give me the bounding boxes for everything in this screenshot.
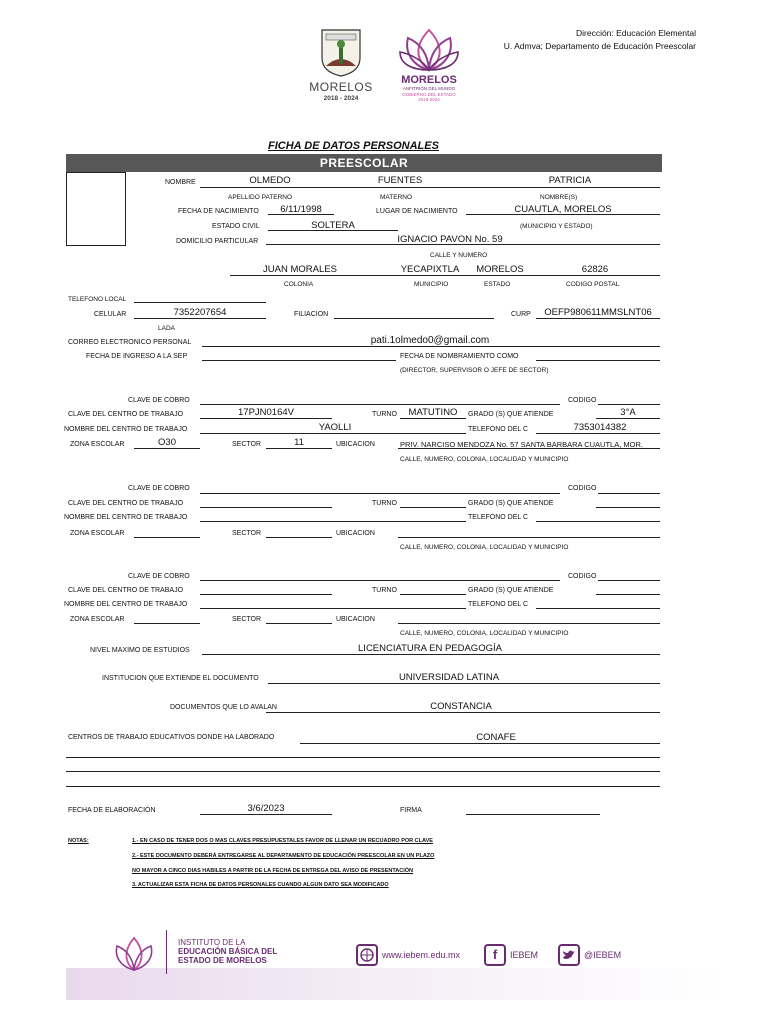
grado-line-3	[596, 594, 660, 595]
clave-ct-label-1: CLAVE DEL CENTRO DE TRABAJO	[68, 411, 184, 418]
nombre-label: NOMBRE	[165, 179, 196, 186]
nombre-ct-label-1: NOMBRE DEL CENTRO DE TRABAJO	[64, 426, 188, 433]
clave-ct-label-3: CLAVE DEL CENTRO DE TRABAJO	[68, 587, 184, 594]
grado-label-1: GRADO (S) QUE ATIENDE	[468, 411, 554, 418]
zona-label-1: ZONA ESCOLAR	[70, 441, 125, 448]
nombre-line	[200, 187, 660, 188]
note-2: 2.- ESTE DOCUMENTO DEBERÁ ENTREGARSE AL DEPARTAMENTO DE EDUCACIÓN PREESCOLAR EN UN PLAZO	[132, 853, 435, 859]
clave-cobro-line-3	[200, 580, 560, 581]
fecha-nombramiento-label: FECHA DE NOMBRAMIENTO COMO	[400, 353, 519, 360]
sector-line-2	[266, 537, 332, 538]
estado-civil-label: ESTADO CIVIL	[212, 223, 260, 230]
estado-civil-value[interactable]: SOLTERA	[311, 220, 355, 231]
estado-value[interactable]: MORELOS	[476, 264, 524, 275]
turno-value-1[interactable]: MATUTINO	[408, 407, 458, 418]
turno-line-2	[400, 507, 466, 508]
centros-label: CENTROS DE TRABAJO EDUCATIVOS DONDE HA LABORADO	[68, 734, 275, 741]
codigo-label-3: CODIGO	[568, 573, 597, 580]
curp-value[interactable]: OEFP980611MMSLNT06	[544, 307, 652, 318]
sector-line-1	[266, 448, 332, 449]
filiacion-line	[334, 318, 494, 319]
clave-ct-label-2: CLAVE DEL CENTRO DE TRABAJO	[68, 500, 184, 507]
fecha-nacimiento-value[interactable]: 6/11/1998	[280, 204, 322, 215]
state-seal-logo	[318, 26, 364, 78]
sector-label-2: SECTOR	[232, 530, 262, 537]
calle-full-label-3: CALLE, NUMERO, COLONIA, LOCALIDAD Y MUNICIPIO	[400, 630, 569, 637]
footer-divider	[166, 930, 167, 974]
domicilio-label: DOMICILIO PARTICULAR	[176, 238, 259, 245]
firma-label: FIRMA	[400, 807, 422, 814]
sector-value-1[interactable]: 11	[294, 437, 304, 448]
telefono-ct-label-3: TELEFONO DEL C	[468, 601, 529, 608]
lada-label: LADA	[158, 325, 175, 332]
note-4: 3. ACTUALIZAR ESTA FICHA DE DATOS PERSONALES CUANDO ALGUN DATO SEA MODIFICADO	[132, 882, 389, 888]
codigo-postal-value[interactable]: 62826	[581, 264, 609, 275]
municipio-value[interactable]: YECAPIXTLA	[400, 264, 460, 275]
grado-line-1	[596, 418, 660, 419]
apellido-materno-value[interactable]: FUENTES	[377, 175, 423, 186]
apellido-paterno-label: APELLIDO PATERNO	[228, 194, 293, 201]
turno-label-3: TURNO	[372, 587, 397, 594]
nombre-ct-value-1[interactable]: YAOLLI	[318, 422, 352, 433]
codigo-line-1	[598, 404, 660, 405]
celular-line	[134, 318, 266, 319]
nombre-ct-label-2: NOMBRE DEL CENTRO DE TRABAJO	[64, 514, 188, 521]
footer-inst-line3: ESTADO DE MORELOS	[178, 956, 267, 965]
documentos-line	[266, 712, 660, 713]
logo-right-name: MORELOS	[401, 74, 457, 86]
grado-value-1[interactable]: 3°A	[620, 407, 636, 418]
curp-label: CURP	[511, 311, 531, 318]
fecha-elaboracion-line	[200, 814, 332, 815]
nombres-label: NOMBRE(S)	[540, 194, 578, 201]
footer-lotus-logo	[110, 934, 158, 974]
zona-line-2	[134, 537, 200, 538]
telefono-ct-line-2	[536, 521, 660, 522]
logo-right-years: 2018-2024	[418, 97, 440, 102]
nombre-ct-line-2	[200, 521, 466, 522]
telefono-ct-line-1	[536, 433, 660, 434]
ubicacion-value-1[interactable]: PRIV. NARCISO MENDOZA No. 57 SANTA BARBARA CUAUTLA, MOR.	[400, 440, 643, 449]
correo-value[interactable]: pati.1olmedo0@gmail.com	[370, 335, 490, 346]
telefono-local-line	[134, 302, 266, 303]
ubicacion-label-2: UBICACION	[336, 530, 375, 537]
logo-right-tag: ANFITRIÓN DEL MUNDO	[402, 86, 456, 91]
clave-ct-line-2	[200, 507, 332, 508]
fecha-elaboracion-label: FECHA DE ELABORACIÓN	[68, 807, 156, 814]
clave-ct-line-1	[200, 418, 332, 419]
grado-label-2: GRADO (S) QUE ATIENDE	[468, 500, 554, 507]
fecha-nacimiento-label: FECHA DE NACIMIENTO	[178, 208, 259, 215]
sector-label-3: SECTOR	[232, 616, 262, 623]
celular-label: CELULAR	[94, 311, 127, 318]
codigo-label-1: CODIGO	[568, 397, 597, 404]
institucion-label: INSTITUCION QUE EXTIENDE EL DOCUMENTO	[102, 675, 259, 682]
documentos-value[interactable]: CONSTANCIA	[430, 701, 492, 712]
nivel-estudios-line	[202, 654, 660, 655]
codigo-postal-label: CODIGO POSTAL	[566, 281, 620, 288]
zona-value-1[interactable]: O30	[158, 437, 176, 448]
apellido-materno-label: MATERNO	[380, 194, 413, 201]
note-1: 1.- EN CASO DE TENER DOS O MAS CLAVES PRESUPUESTALES FAVOR DE LLENAR UN RECUADRO POR CLAVE	[132, 838, 433, 844]
nombre-ct-line-3	[200, 608, 466, 609]
grado-line-2	[596, 507, 660, 508]
apellido-paterno-value[interactable]: OLMEDO	[249, 175, 291, 186]
fecha-ingreso-line	[202, 360, 396, 361]
correo-line	[202, 346, 660, 347]
clave-cobro-label-1: CLAVE DE COBRO	[128, 397, 190, 404]
turno-line-1	[400, 418, 466, 419]
facebook-link[interactable]: IEBEM	[510, 950, 539, 960]
telefono-ct-label-2: TELEFONO DEL C	[468, 514, 529, 521]
form-title: FICHA DE DATOS PERSONALES	[268, 140, 439, 152]
footer-band	[66, 968, 722, 1000]
telefono-ct-value-1[interactable]: 7353014382	[573, 422, 627, 433]
ubicacion-line-3	[398, 623, 660, 624]
sector-line-3	[266, 623, 332, 624]
web-icon[interactable]	[356, 944, 378, 966]
web-link[interactable]: www.iebem.edu.mx	[382, 950, 461, 960]
cargo-label: (DIRECTOR, SUPERVISOR O JEFE DE SECTOR)	[400, 367, 549, 374]
nivel-estudios-label: NIVEL MAXIMO DE ESTUDIOS	[90, 647, 190, 654]
facebook-icon[interactable]: f	[484, 944, 506, 966]
correo-label: CORREO ELECTRONICO PERSONAL	[68, 339, 192, 346]
twitter-icon[interactable]	[558, 944, 580, 966]
calle-numero-label: CALLE Y NUMERO	[430, 252, 488, 259]
codigo-line-2	[598, 493, 660, 494]
clave-cobro-line-1	[200, 404, 560, 405]
celular-value[interactable]: 7352207654	[173, 307, 227, 318]
notes-label: NOTAS:	[68, 838, 89, 844]
turno-line-3	[400, 594, 466, 595]
logo-right-sub: GOBIERNO DEL ESTADO	[402, 92, 456, 97]
ubicacion-label-1: UBICACION	[336, 441, 375, 448]
centros-line-1	[300, 743, 660, 744]
turno-label-1: TURNO	[372, 411, 397, 418]
section-banner: PREESCOLAR	[66, 154, 662, 172]
colonia-line	[230, 275, 660, 276]
header-direction: Dirección: Educación Elemental	[575, 28, 696, 38]
lotus-logo	[398, 26, 460, 74]
firma-line	[466, 814, 600, 815]
lugar-nacimiento-value[interactable]: CUAUTLA, MORELOS	[514, 204, 612, 215]
footer-inst-line2: EDUCACIÓN BÁSICA DEL	[178, 947, 278, 956]
centros-line-4	[66, 786, 660, 787]
curp-line	[536, 318, 660, 319]
centros-line-3	[66, 771, 660, 772]
institucion-value[interactable]: UNIVERSIDAD LATINA	[398, 672, 500, 683]
grado-label-3: GRADO (S) QUE ATIENDE	[468, 587, 554, 594]
municipio-label: MUNICIPIO	[414, 281, 449, 288]
nombre-ct-label-3: NOMBRE DEL CENTRO DE TRABAJO	[64, 601, 188, 608]
nombres-value[interactable]: PATRICIA	[548, 175, 592, 186]
logo-left-years: 2018 - 2024	[323, 95, 359, 102]
fecha-ingreso-label: FECHA DE INGRESO A LA SEP	[86, 353, 188, 360]
ubicacion-line-2	[398, 537, 660, 538]
filiacion-label: FILIACION	[294, 311, 329, 318]
clave-cobro-label-3: CLAVE DE COBRO	[128, 573, 190, 580]
turno-label-2: TURNO	[372, 500, 397, 507]
zona-line-3	[134, 623, 200, 624]
calle-full-label-1: CALLE, NUMERO, COLONIA, LOCALIDAD Y MUNICIPIO	[400, 456, 569, 463]
telefono-ct-label-1: TELEFONO DEL C	[468, 426, 529, 433]
logo-left-name: MORELOS	[309, 80, 373, 94]
zona-label-2: ZONA ESCOLAR	[70, 530, 125, 537]
note-3: NO MAYOR A CINCO DIAS HABILES A PARTIR DE LA FECHA DE ENTREGA DEL AVISO DE PRESENTACIÓN	[132, 868, 414, 874]
clave-cobro-line-2	[200, 493, 560, 494]
municipio-estado-label: (MUNICIPIO Y ESTADO)	[520, 223, 593, 230]
fecha-nombramiento-line	[536, 360, 660, 361]
fecha-elaboracion-value[interactable]: 3/6/2023	[247, 803, 285, 814]
clave-cobro-label-2: CLAVE DE COBRO	[128, 485, 190, 492]
header-department: U. Admva; Departamento de Educación Preescolar	[503, 41, 696, 51]
estado-label: ESTADO	[484, 281, 511, 288]
footer-inst-line1: INSTITUTO DE LA	[178, 938, 246, 947]
institucion-line	[268, 683, 660, 684]
clave-ct-value-1[interactable]: 17PJN0164V	[238, 407, 294, 418]
centros-line-2	[66, 757, 660, 758]
domicilio-value[interactable]: IGNACIO PAVON No. 59	[397, 234, 503, 245]
codigo-line-3	[598, 580, 660, 581]
telefono-local-label: TELEFONO LOCAL	[68, 296, 127, 303]
codigo-label-2: CODIGO	[568, 485, 597, 492]
sector-label-1: SECTOR	[232, 441, 262, 448]
photo-box	[66, 172, 126, 246]
telefono-ct-line-3	[536, 608, 660, 609]
clave-ct-line-3	[200, 594, 332, 595]
colonia-label: COLONIA	[284, 281, 314, 288]
zona-label-3: ZONA ESCOLAR	[70, 616, 125, 623]
lugar-nacimiento-label: LUGAR DE NACIMIENTO	[376, 208, 458, 215]
nivel-estudios-value[interactable]: LICENCIATURA EN PEDAGOGÍA	[358, 643, 502, 654]
calle-full-label-2: CALLE, NUMERO, COLONIA, LOCALIDAD Y MUNICIPIO	[400, 544, 569, 551]
documentos-label: DOCUMENTOS QUE LO AVALAN	[170, 704, 277, 711]
twitter-link[interactable]: @IEBEM	[584, 950, 622, 960]
ubicacion-label-3: UBICACION	[336, 616, 375, 623]
zona-line-1	[134, 448, 200, 449]
centros-value[interactable]: CONAFE	[476, 732, 516, 743]
colonia-value[interactable]: JUAN MORALES	[263, 264, 337, 275]
nombre-ct-line-1	[200, 433, 466, 434]
